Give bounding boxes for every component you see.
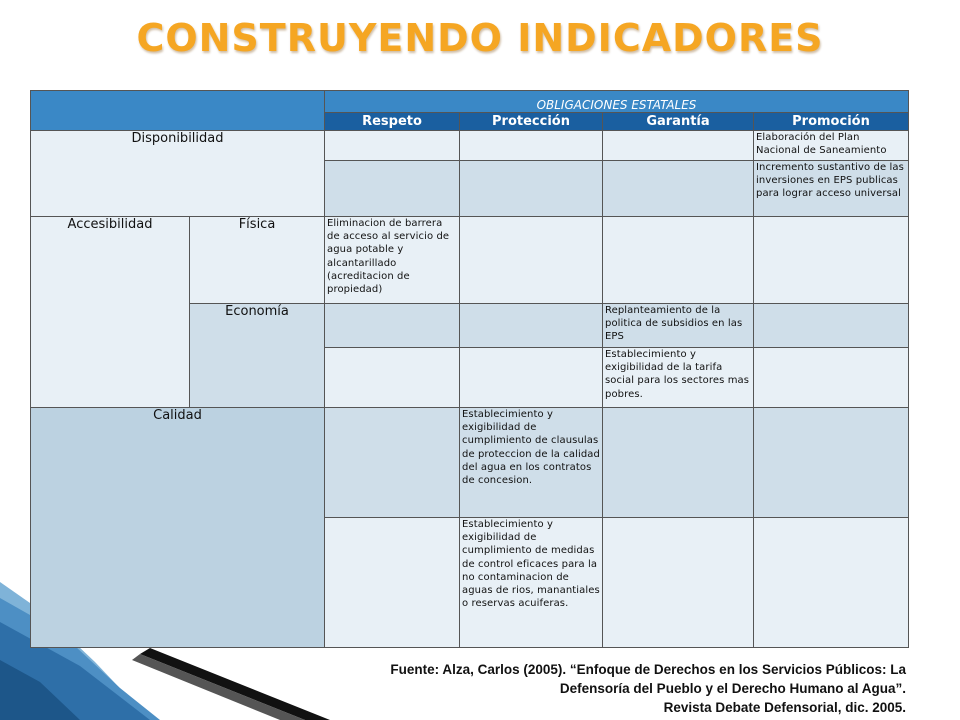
row-label-accesibilidad: Accesibilidad — [31, 217, 190, 408]
row-label-fisica: Física — [190, 217, 325, 304]
cell-empty — [754, 408, 909, 518]
cell-empty — [754, 518, 909, 648]
cell-empty — [754, 217, 909, 304]
cell-empty — [754, 304, 909, 348]
cell-disponibilidad-promocion-2: Incremento sustantivo de las inversiones en EPS publicas para lograr acceso universal — [754, 161, 909, 217]
cell-empty — [325, 304, 460, 348]
cell-empty — [603, 518, 754, 648]
cell-empty — [460, 161, 603, 217]
col-header-garantia: Garantía — [603, 113, 754, 131]
cell-calidad-proteccion-1: Establecimiento y exigibilidad de cumplimiento de clausulas de proteccion de la calidad del agua en los contratos de concesion. — [460, 408, 603, 518]
source-line-1: Fuente: Alza, Carlos (2005). “Enfoque de Derechos en los Servicios Públicos: La — [390, 662, 906, 677]
cell-empty — [603, 161, 754, 217]
source-line-2: Defensoría del Pueblo y el Derecho Humano al Agua”. — [559, 681, 906, 696]
cell-empty — [325, 161, 460, 217]
cell-empty — [325, 131, 460, 161]
cell-empty — [325, 348, 460, 408]
page-title: CONSTRUYENDO INDICADORES — [136, 16, 824, 60]
cell-economia-garantia-2: Establecimiento y exigibilidad de la tarifa social para los sectores mas pobres. — [603, 348, 754, 408]
row-label-economia: Economía — [190, 304, 325, 408]
row-label-calidad: Calidad — [31, 408, 325, 648]
obligaciones-header: OBLIGACIONES ESTATALES — [325, 91, 909, 113]
source-citation — [390, 660, 906, 717]
row-label-disponibilidad: Disponibilidad — [31, 131, 325, 217]
cell-calidad-proteccion-2: Establecimiento y exigibilidad de cumplimiento de medidas de control eficaces para la no contaminacion de aguas de rios, manantiales o reservas acuiferas. — [460, 518, 603, 648]
cell-empty — [460, 217, 603, 304]
cell-empty — [603, 408, 754, 518]
cell-empty — [603, 131, 754, 161]
cell-empty — [325, 518, 460, 648]
source-line-3: Revista Debate Defensorial, dic. 2005. — [663, 700, 906, 715]
col-header-respeto: Respeto — [325, 113, 460, 131]
cell-empty — [460, 304, 603, 348]
cell-empty — [603, 217, 754, 304]
cell-fisica-respeto: Eliminacion de barrera de acceso al servicio de agua potable y alcantarillado (acreditacion de propiedad) — [325, 217, 460, 304]
cell-economia-garantia-1: Replanteamiento de la politica de subsidios en las EPS — [603, 304, 754, 348]
col-header-promocion: Promoción — [754, 113, 909, 131]
cell-empty — [460, 131, 603, 161]
cell-empty — [460, 348, 603, 408]
cell-disponibilidad-promocion-1: Elaboración del Plan Nacional de Saneamiento — [754, 131, 909, 161]
cell-empty — [325, 408, 460, 518]
header-corner — [31, 91, 325, 131]
col-header-proteccion: Protección — [460, 113, 603, 131]
cell-empty — [754, 348, 909, 408]
indicators-table — [30, 90, 909, 648]
